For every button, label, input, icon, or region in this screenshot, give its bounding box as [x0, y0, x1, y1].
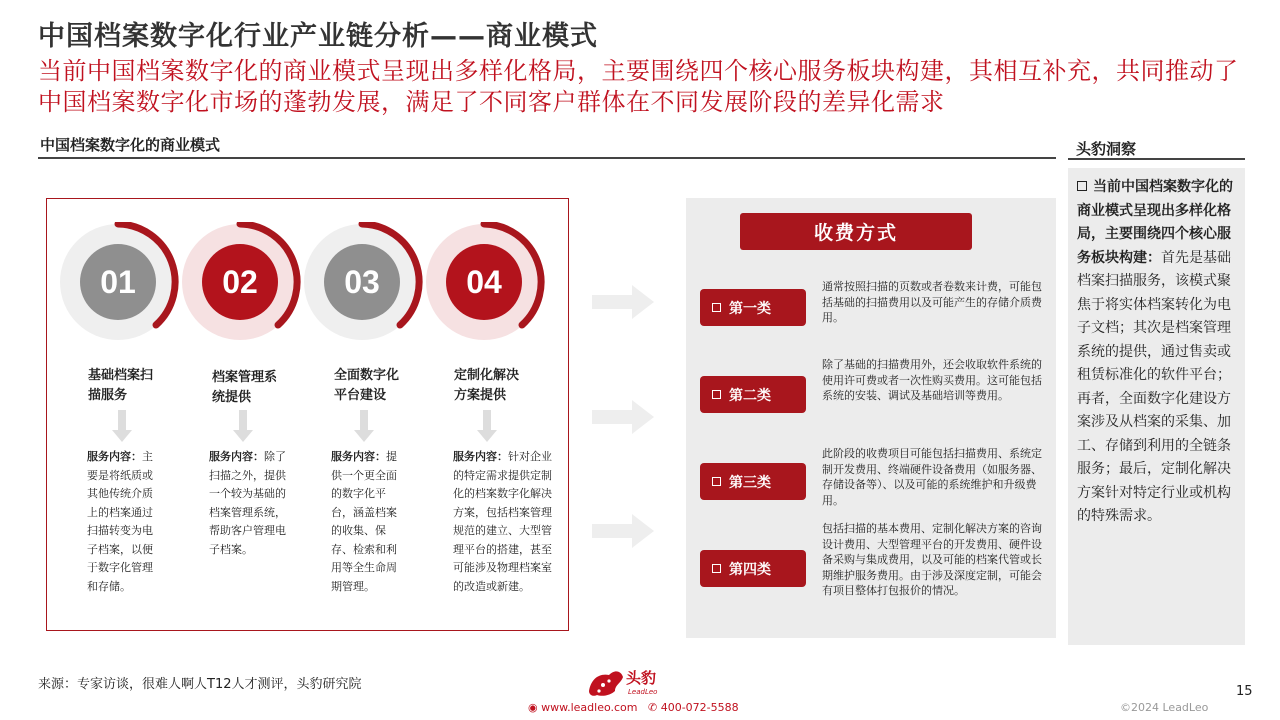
page-title: 中国档案数字化行业产业链分析——商业模式: [38, 21, 598, 52]
service-desc-label: 服务内容：: [209, 450, 264, 463]
service-desc-text: 针对企业的特定需求提供定制化的档案数字化解决方案，包括档案管理规范的建立、大型管理平台的搭建，甚至可能涉及物理档案室的改造或新建。: [453, 450, 552, 593]
section-title-business-model: 中国档案数字化的商业模式: [40, 136, 221, 154]
service-title-line: 平台建设: [334, 388, 387, 403]
service-title-line: 档案管理系: [212, 370, 278, 385]
service-desc-label: 服务内容：: [453, 450, 508, 463]
service-desc-label: 服务内容：: [331, 450, 386, 463]
phone-text: 400-072-5588: [660, 701, 739, 714]
right-arrow-icon: [592, 285, 654, 319]
checkbox-icon: [1077, 181, 1087, 191]
phone-number: [648, 701, 739, 714]
service-circle-04: [424, 222, 554, 352]
source-note: 来源：专家访谈，很难人啊人T12人才测评，头豹研究院: [38, 677, 362, 692]
checkbox-icon: [712, 303, 721, 312]
checkbox-icon: [712, 477, 721, 486]
logo-subtext: LeadLeo: [628, 688, 658, 696]
logo-text: 头豹: [626, 669, 657, 687]
fee-category-label: 第三类: [729, 474, 771, 491]
phone-icon: ✆: [648, 701, 658, 714]
service-title-02: [212, 368, 277, 408]
service-title-line: 定制化解决: [454, 368, 520, 383]
down-arrow-icon: [477, 410, 497, 442]
fee-category-label: 第二类: [729, 387, 771, 404]
service-desc-text: 提供一个更全面的数字化平台，涵盖档案的收集、保存、检索和利用等全生命周期管理。: [331, 450, 397, 593]
fee-desc-3: 此阶段的收费项目可能包括扫描费用、系统定制开发费用、终端硬件设备费用（如服务器、存储设备等）、以及可能的系统维护和升级费用。: [822, 447, 1042, 507]
fee-category-label: 第一类: [729, 300, 771, 317]
fee-category-1: [700, 289, 806, 326]
fee-category-2: [700, 376, 806, 413]
service-desc-02: [209, 448, 286, 559]
service-circle-01: [58, 222, 188, 352]
service-number: 04: [466, 263, 502, 300]
service-title-line: 方案提供: [454, 388, 507, 403]
service-number: 01: [100, 263, 136, 300]
fee-desc-1: 通常按照扫描的页数或者卷数来计费，可能包括基础的扫描费用以及可能产生的存储介质费用。: [822, 280, 1042, 324]
insight-text: [1077, 176, 1237, 529]
section-divider-right: [1068, 158, 1245, 160]
service-title-01: [88, 366, 153, 406]
down-arrow-icon: [233, 410, 253, 442]
service-title-03: [334, 366, 399, 406]
service-desc-01: [87, 448, 163, 596]
website-link[interactable]: [528, 701, 637, 714]
copyright: ©2024 LeadLeo: [1120, 701, 1209, 714]
service-desc-04: [453, 448, 553, 596]
fee-panel-title: 收费方式: [740, 213, 972, 250]
service-title-04: [454, 366, 519, 406]
service-desc-03: [331, 448, 407, 596]
globe-icon: ◉: [528, 701, 538, 714]
service-number: 03: [344, 263, 380, 300]
page-number: 15: [1236, 684, 1253, 699]
right-arrow-icon: [592, 400, 654, 434]
fee-desc-2: 除了基础的扫描费用外，还会收取软件系统的使用许可费或者一次性购买费用。这可能包括系统的安装、调试及基础培训等费用。: [822, 358, 1042, 402]
fee-category-label: 第四类: [729, 561, 771, 578]
insight-bold: 当前中国档案数字化的商业模式呈现出多样化格局，主要围绕四个核心服务板块构建：: [1077, 179, 1233, 266]
section-title-insight: 头豹洞察: [1076, 140, 1137, 158]
service-title-line: 统提供: [212, 390, 252, 405]
service-desc-label: 服务内容：: [87, 450, 142, 463]
service-circle-03: [302, 222, 432, 352]
insight-body: 首先是基础档案扫描服务，该模式聚焦于将实体档案转化为电子文档；其次是档案管理系统的提供，通过售卖或租赁标准化的软件平台；再者，全面数字化建设方案涉及从档案的采集、加工、存储到利用的全链条服务；最后，定制化解决方案针对特定行业或机构的特殊需求。: [1077, 249, 1231, 524]
service-circle-02: [180, 222, 310, 352]
checkbox-icon: [712, 390, 721, 399]
down-arrow-icon: [112, 410, 132, 442]
fee-desc-4: 包括扫描的基本费用、定制化解决方案的咨询设计费用、大型管理平台的开发费用、硬件设备采购与集成费用，以及可能的档案代管或长期维护服务费用。由于涉及深度定制，可能会有项目整体打包报价的情况。: [822, 522, 1042, 597]
service-number: 02: [222, 263, 258, 300]
fee-category-4: [700, 550, 806, 587]
section-divider-left: [38, 157, 1056, 159]
service-title-line: 基础档案扫: [88, 368, 154, 383]
fee-category-3: [700, 463, 806, 500]
service-desc-text: 除了扫描之外，提供一个较为基础的档案管理系统，帮助客户管理电子档案。: [209, 450, 286, 556]
down-arrow-icon: [354, 410, 374, 442]
checkbox-icon: [712, 564, 721, 573]
service-desc-text: 主要是将纸质或其他传统介质上的档案通过扫描转变为电子档案，以便于数字化管理和存储。: [87, 450, 153, 593]
service-title-line: 全面数字化: [334, 368, 400, 383]
website-text: www.leadleo.com: [541, 701, 638, 714]
page-subtitle: 当前中国档案数字化的商业模式呈现出多样化格局，主要围绕四个核心服务板块构建，其相互补充，共同推动了中国档案数字化市场的蓬勃发展，满足了不同客户群体在不同发展阶段的差异化需求: [38, 57, 1239, 116]
right-arrow-icon: [592, 514, 654, 548]
service-title-line: 描服务: [88, 388, 128, 403]
